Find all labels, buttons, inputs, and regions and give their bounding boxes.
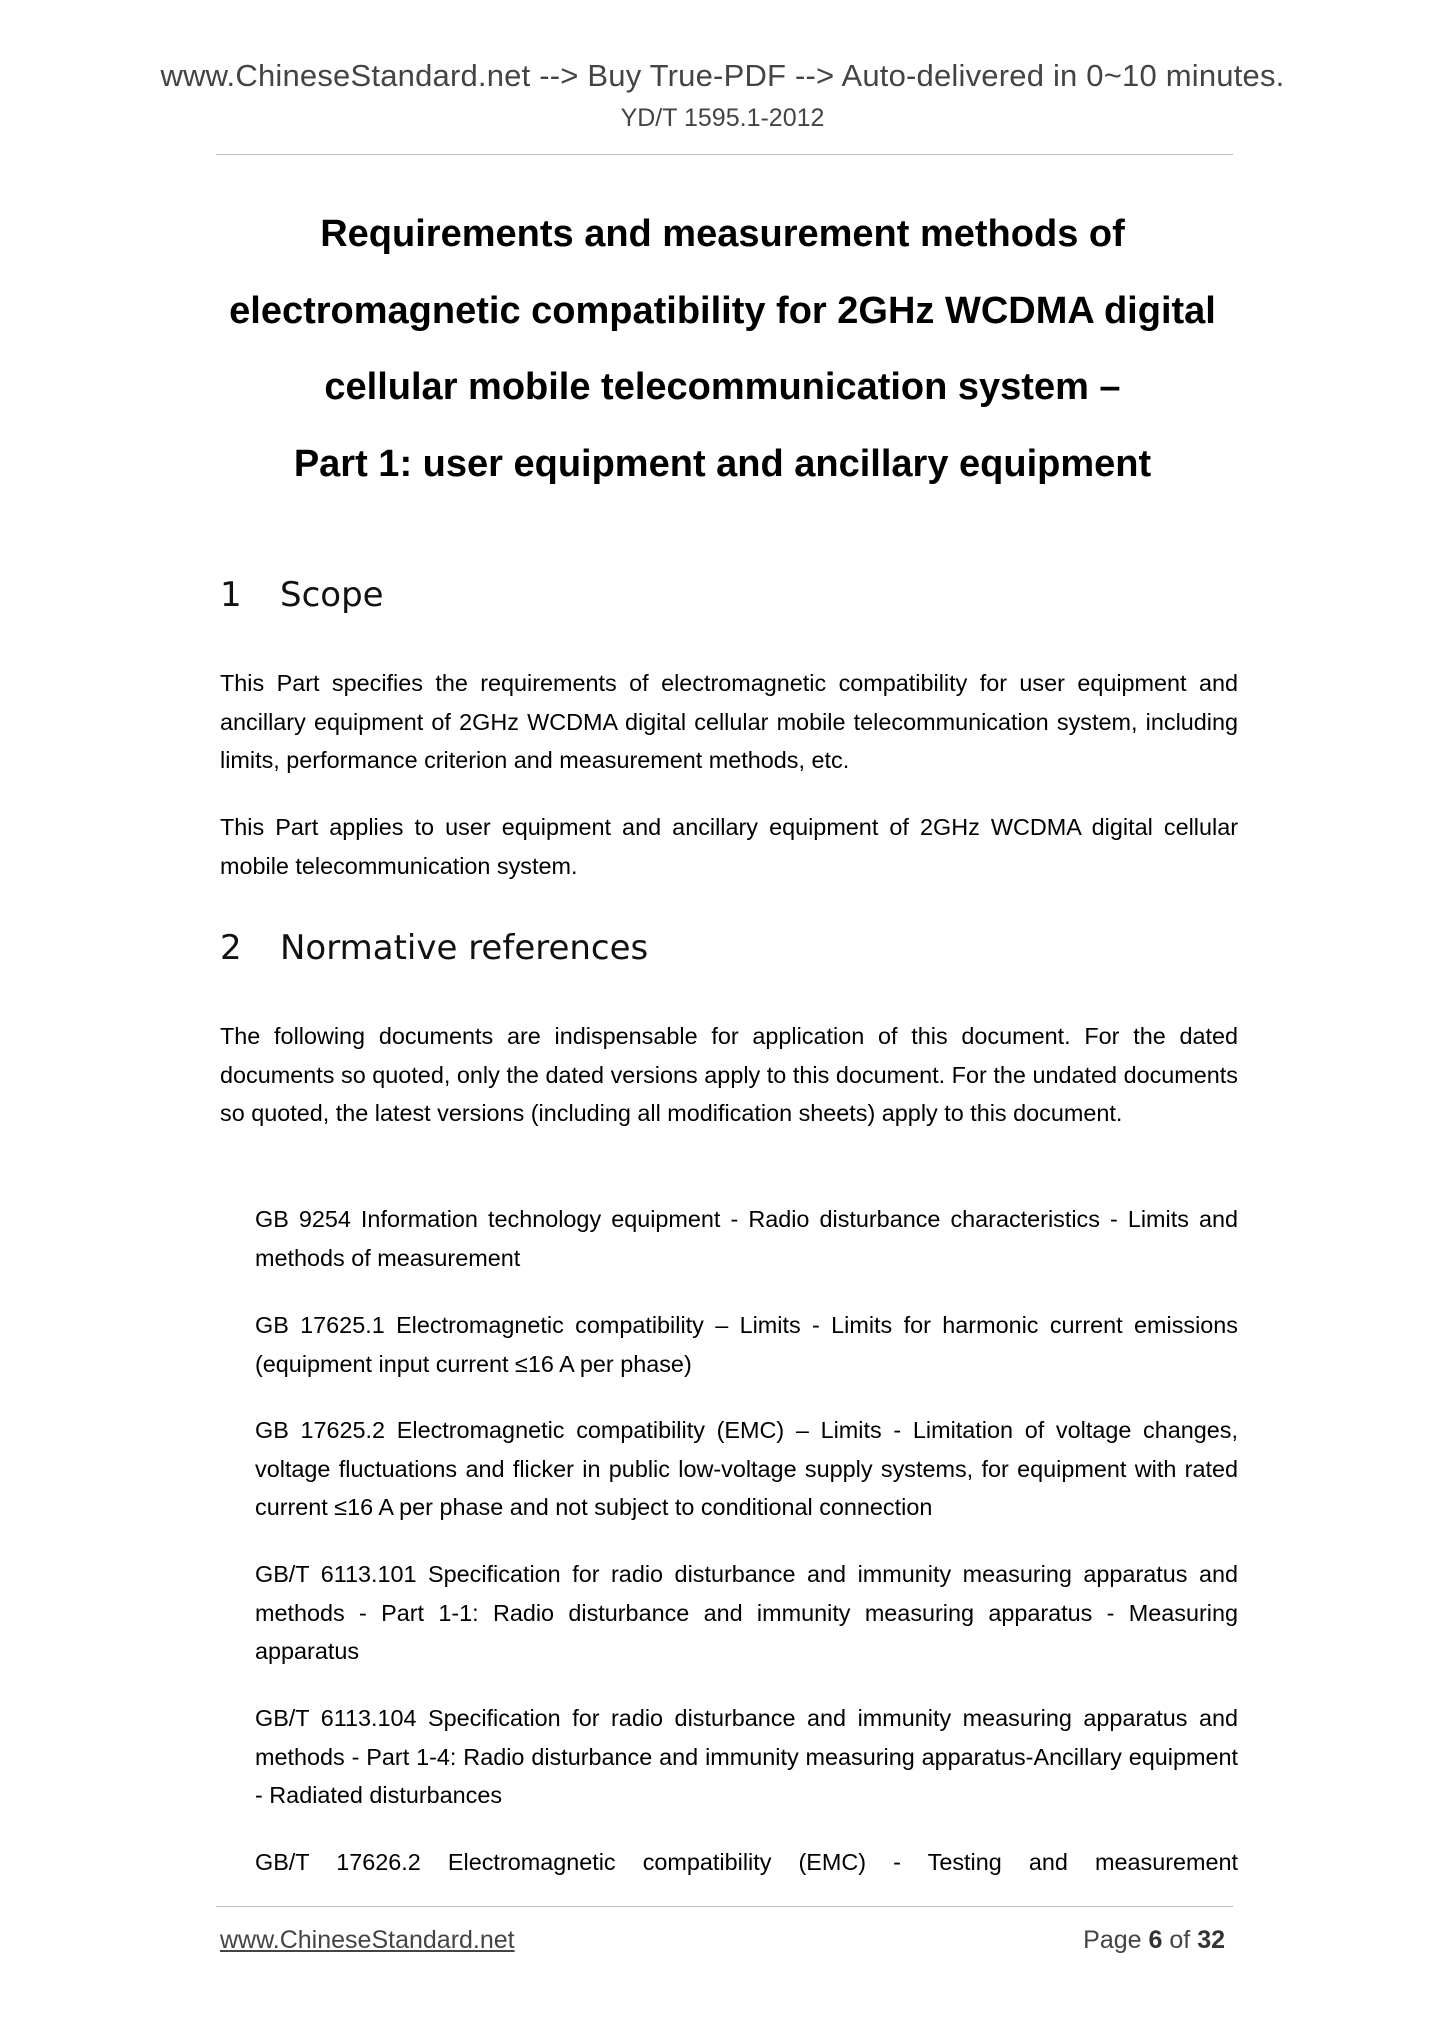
paragraph: This Part applies to user equipment and ancillary equipment of 2GHz WCDMA digital cellular mobile telecommunication system. [220, 814, 1238, 879]
title-line: cellular mobile telecommunication system – [324, 366, 1121, 408]
standard-code: YD/T 1595.1-2012 [620, 104, 825, 132]
section-title: Normative references [280, 928, 649, 968]
reference-item: GB 17625.1 Electromagnetic compatibility – Limits - Limits for harmonic current emissions (equipment input current ≤16 A per phase) [255, 1312, 1238, 1377]
section-number: 2 [220, 928, 242, 968]
title-line: electromagnetic compatibility for 2GHz WCDMA digital [229, 289, 1216, 332]
page-total: 32 [1197, 1926, 1225, 1954]
section-heading-scope [220, 575, 384, 615]
header-divider [216, 154, 1233, 155]
section-title: Scope [280, 575, 384, 615]
section-heading-normative-references [220, 928, 648, 968]
page-of: of [1169, 1926, 1191, 1954]
page-indicator [1083, 1926, 1225, 1955]
reference-item: GB 9254 Information technology equipment - Radio disturbance characteristics - Limits and methods of measurement [255, 1206, 1238, 1271]
footer-divider [216, 1906, 1233, 1907]
paragraph: This Part specifies the requirements of electromagnetic compatibility for user equipment and ancillary equipment of 2GHz WCDMA digital cellular mobile telecommunication system, including limits, performance criterion and measurement methods, etc. [220, 670, 1238, 773]
header-banner: www.ChineseStandard.net --> Buy True-PDF --> Auto-delivered in 0~10 minutes. [160, 58, 1285, 93]
reference-item: GB/T 17626.2 Electromagnetic compatibility (EMC) - Testing and measurement [255, 1849, 1238, 1875]
paragraph: The following documents are indispensable for application of this document. For the dated documents so quoted, only the dated versions apply to this document. For the undated documents so quoted, the latest versions (including all modification sheets) apply to this document. [220, 1023, 1238, 1126]
page-current: 6 [1148, 1926, 1163, 1954]
reference-item: GB/T 6113.101 Specification for radio disturbance and immunity measuring apparatus and methods - Part 1-1: Radio disturbance and immunity measuring apparatus - Measuring apparatus [255, 1561, 1238, 1664]
reference-item: GB 17625.2 Electromagnetic compatibility (EMC) – Limits - Limitation of voltage changes, voltage fluctuations and flicker in public low-voltage supply systems, for equipment with rated current ≤16 A per phase and not subject to conditional connection [255, 1417, 1238, 1520]
reference-item: GB/T 6113.104 Specification for radio disturbance and immunity measuring apparatus and methods - Part 1-4: Radio disturbance and immunity measuring apparatus-Ancillary equipment - Radiated disturbances [255, 1705, 1238, 1808]
document-title [160, 196, 1285, 502]
title-line: Part 1: user equipment and ancillary equipment [293, 442, 1152, 485]
title-line: Requirements and measurement methods of [320, 213, 1125, 255]
footer-site-link[interactable]: www.ChineseStandard.net [220, 1926, 515, 1954]
page-word: Page [1083, 1926, 1142, 1954]
section-number: 1 [220, 575, 242, 615]
